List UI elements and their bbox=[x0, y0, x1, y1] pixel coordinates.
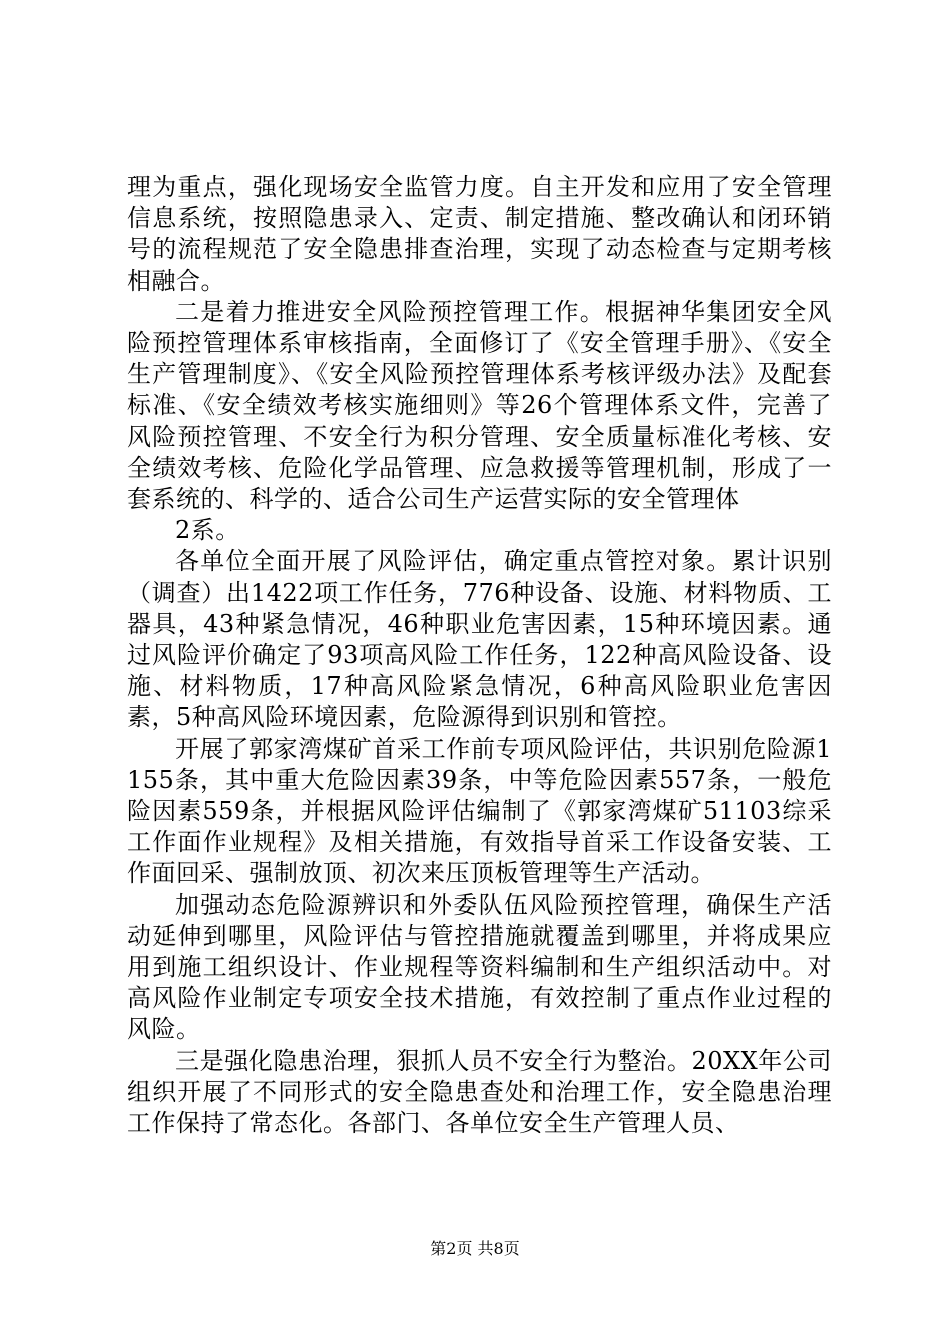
paragraph-1: 理为重点，强化现场安全监管力度。自主开发和应用了安全管理信息系统，按照隐患录入、定责、制定措施、整改确认和闭环销号的流程规范了安全隐患排查治理，实现了动态检查与定期考核相融合。 bbox=[127, 173, 832, 295]
paragraph-5: 开展了郭家湾煤矿首采工作前专项风险评估，共识别危险源1155条，其中重大危险因素39条，中等危险因素557条，一般危险因素559条，并根据风险评估编制了《郭家湾煤矿51103综采工作面作业规程》及相关措施，有效指导首采工作设备安装、工作面回采、强制放顶、初次来压顶板管理等生产活动。 bbox=[127, 734, 832, 888]
paragraph-6: 加强动态危险源辨识和外委队伍风险预控管理，确保生产活动延伸到哪里，风险评估与管控措施就覆盖到哪里，并将成果应用到施工组织设计、作业规程等资料编制和生产组织活动中。对高风险作业制定专项安全技术措施，有效控制了重点作业过程的风险。 bbox=[127, 890, 832, 1044]
paragraph-2: 二是着力推进安全风险预控管理工作。根据神华集团安全风险预控管理体系审核指南，全面修订了《安全管理手册》、《安全生产管理制度》、《安全风险预控管理体系考核评级办法》及配套标准、《安全绩效考核实施细则》等26个管理体系文件，完善了风险预控管理、不安全行为积分管理、安全质量标准化考核、安全绩效考核、危险化学品管理、应急救援等管理机制，形成了一套系统的、科学的、适合公司生产运营实际的安全管理体 bbox=[127, 297, 832, 514]
document-body bbox=[127, 172, 832, 1139]
paragraph-3: 2系。 bbox=[175, 516, 240, 545]
paragraph-7: 三是强化隐患治理，狠抓人员不安全行为整治。20XX年公司组织开展了不同形式的安全隐患查处和治理工作，安全隐患治理工作保持了常态化。各部门、各单位安全生产管理人员、 bbox=[127, 1046, 832, 1138]
page-footer: 第2页 共8页 bbox=[430, 1239, 520, 1258]
paragraph-4: 各单位全面开展了风险评估，确定重点管控对象。累计识别（调查）出1422项工作任务，776种设备、设施、材料物质、工器具，43种紧急情况，46种职业危害因素，15种环境因素。通过风险评价确定了93项高风险工作任务，122种高风险设备、设施、材料物质，17种高风险紧急情况，6种高风险职业危害因素，5种高风险环境因素，危险源得到识别和管控。 bbox=[127, 547, 832, 732]
